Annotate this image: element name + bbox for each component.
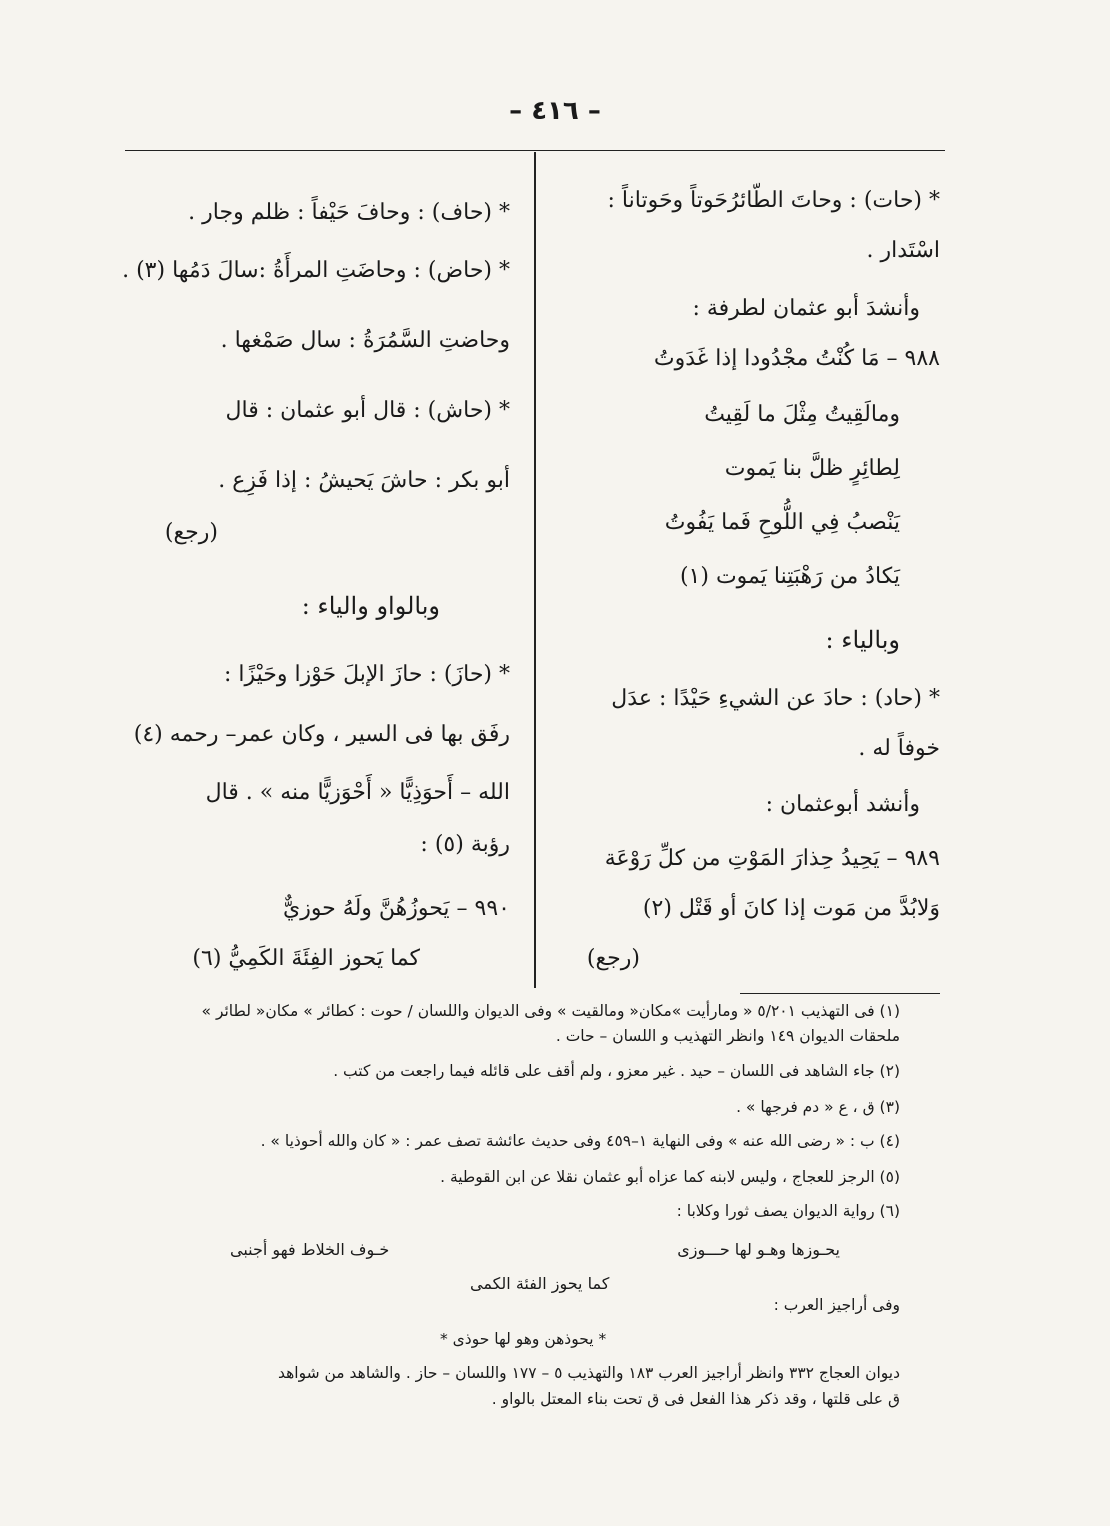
verse-988-line-5: يَكادُ من رَهْبَتِنا يَموت (١) — [679, 564, 900, 589]
footnote-5: (٥) الرجز للعجاج ، وليس لابنه كما عزاه أبو عثمان نقلا عن ابن القوطية . — [440, 1168, 900, 1186]
footnote-4: (٤) ب : « رضى الله عنه » وفى النهاية ١–٤٥٩ وفى حديث عائشة تصف عمر : « كان والله أحوذيا » . — [260, 1132, 900, 1150]
header-rule — [125, 150, 945, 151]
column-divider — [534, 152, 536, 988]
rajaz-right: (رجع) — [586, 946, 640, 971]
entry-hat-line-2: اسْتَدار . — [866, 238, 940, 263]
entry-had-line-1: * (حاد) : حادَ عن الشيءِ حَيْدًا : عدَل — [611, 686, 940, 711]
entry-hat-line-1: * (حات) : وحاتَ الطّائرُحَوتاً وحَوتاناً : — [607, 188, 940, 213]
verse-989-line-2: وَلابُدَّ من مَوت إذا كانَ أو قَتْل (٢) — [642, 896, 940, 921]
footnote-verse-3: كما يحوز الفئة الكمى — [470, 1274, 610, 1293]
footnote-2: (٢) جاء الشاهد فى اللسان – حيد . غير معزو ، ولم أقف على قائله فيما راجعت من كتب . — [333, 1062, 900, 1080]
verse-990-line-2: كما يَحوز الفِئَةَ الكَمِيُّ (٦) — [192, 946, 420, 971]
verse-988-line-4: يَنْصبُ فِي اللُّوحِ فَما يَفُوتُ — [664, 510, 900, 535]
rajaz-left: (رجع) — [164, 520, 218, 545]
page-number: – ٤١٦ – — [509, 96, 601, 126]
footnote-tail-4: ق على قلتها ، وقد ذكر هذا الفعل فى ق تحت بناء المعتل بالواو . — [491, 1390, 900, 1408]
intro-989: وأنشد أبوعثمان : — [765, 792, 920, 817]
entry-had-line-2: خوفاً له . — [858, 736, 940, 761]
footnote-verse-1: يحـوزها وهـو لها حـــوزى — [677, 1240, 840, 1259]
entry-haf: * (حاف) : وحافَ حَيْفاً : ظلم وجار . — [188, 200, 510, 225]
footnote-rule — [740, 993, 940, 994]
verse-989-line-1: ٩٨٩ – يَحِيدُ حِذارَ المَوْتِ من كلِّ رَوْعَة — [604, 846, 940, 871]
footnote-tail-2: * يحوذهن وهو لها حوذى * — [440, 1330, 607, 1348]
entry-had-2: وحاضتِ السَّمُرَةُ : سال صَمْغها . — [220, 328, 510, 353]
verse-990-line-1: ٩٩٠ – يَحوزُهُنَّ ولَهُ حوزيٌّ — [282, 896, 510, 921]
section-ya: وبالياء : — [825, 626, 900, 654]
footnote-3: (٣) ق ، ع « دم فرجها » . — [736, 1098, 900, 1116]
entry-had-1: * (حاض) : وحاضَتِ المرأَةُ :سالَ دَمُها (٣) . — [122, 258, 510, 283]
verse-988-line-1: ٩٨٨ – مَا كُنْتُ مجْدُودا إذا غَدَوتُ — [653, 346, 940, 371]
verse-988-line-2: ومالَقِيتُ مِثْلَ ما لَقِيتُ — [704, 402, 900, 427]
footnote-tail-1: وفى أراجيز العرب : — [773, 1296, 900, 1314]
footnote-tail-3: ديوان العجاج ٣٣٢ وانظر أراجيز العرب ١٨٣ والتهذيب ٥ – ١٧٧ واللسان – حاز . والشاهد من شواهد — [277, 1364, 900, 1382]
entry-hash-2: أبو بكر : حاشَ يَحيشُ : إذا فَزِع . — [218, 468, 510, 493]
footnote-6: (٦) رواية الديوان يصف ثورا وكلابا : — [676, 1202, 900, 1220]
entry-hash-1: * (حاش) : قال أبو عثمان : قال — [225, 398, 510, 423]
section-waw-ya: وبالواو والياء : — [301, 592, 440, 620]
entry-haz-line-4: رؤبة (٥) : — [420, 832, 510, 857]
entry-haz-line-2: رفَق بها فى السير ، وكان عمر– رحمه (٤) — [133, 722, 510, 747]
verse-988-line-3: لِطائِرٍ ظلَّ بنا يَموت — [724, 456, 900, 481]
entry-haz-line-1: * (حازَ) : حازَ الإبلَ حَوْزا وحَيْزًا : — [223, 662, 510, 687]
footnote-verse-2: خـوف الخلاط فهو أجنبى — [230, 1240, 390, 1259]
entry-haz-line-3: الله – أَحوَذِيًّا « أَحْوَزيًّا منه » . قال — [205, 780, 510, 805]
footnote-1-cont: ملحقات الديوان ١٤٩ وانظر التهذيب و اللسان – حات . — [555, 1027, 900, 1045]
footnote-1: (١) فى التهذيب ٥/٢٠١ « ومارأيت »مكان« ومالقيت » وفى الديوان واللسان / حوت : كطائر » مكان« لطائر » — [201, 1002, 900, 1020]
intro-988: وأنشدَ أبو عثمان لطرفة : — [692, 296, 920, 321]
